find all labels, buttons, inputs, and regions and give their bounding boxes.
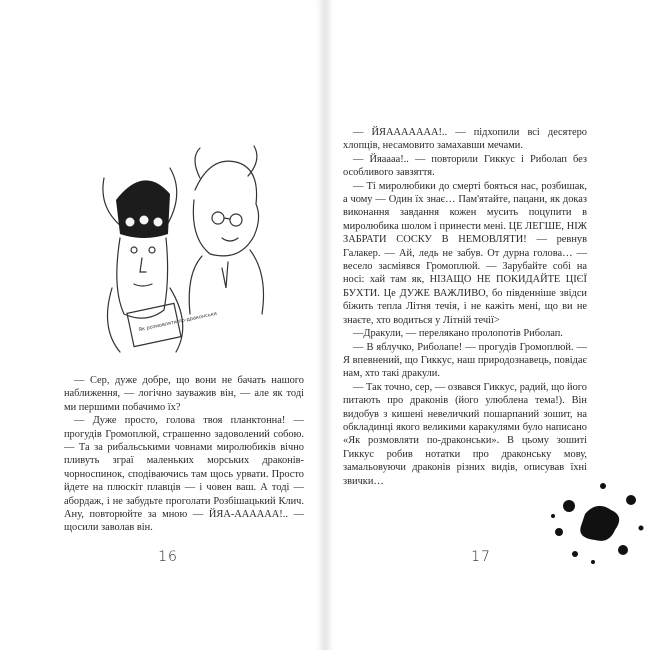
left-page [0,0,323,650]
paragraph: — В яблучко, Риболапе! — прогудів Громоплюй. — Я впевнений, що Гиккус, наш природознавець, повідає нам, хто такі дракули. [343,341,587,380]
paragraph: — Так точно, сер, — озвався Гиккус, радий, що його питають про драконів (його улюблена тема!). Він видобув з кишені невеличкий пошарпаний зошит, на обкладинці якого великими каракулями було написано «Як розмовляти по-драконськи». В цьому зошиті Гиккус робив нотатки про драконську мову, замальовуючи драконів різних видів, описував їхні звички… [343,381,587,487]
paragraph: — Йяаааа!.. — повторили Гиккус і Риболап без особливого завзяття. [343,153,587,179]
left-page-text [64,374,304,535]
paragraph: — ЙЯААААААА!.. — підхопили всі десятеро хлопців, несамовито замахавши мечами. [343,127,587,152]
right-page [327,0,650,650]
page-number: 16 [158,549,178,565]
paragraph: — Дуже просто, голова твоя планктонна! — прогудів Громоплюй, страшенно задоволений собою. — Та за рибальськими човнами миролюбиків вічно пливуть зграї маленьких морських драконів-чорноспинок, сподіваючись там щось урвати. Просто йдете на плюскіт плавців — і човен ваш. А тоді — абордаж, і не забудьте проголати Розбішацький Клич. Ану, повторюйте за мною — ЙЯА-АААААА!.. — щосили заволав він. [64,415,304,534]
paragraph: — Сер, дуже добре, що вони не бачать нашого наближення, — логічно зауважив він, — але як тоді ми першими побачимо їх? [64,375,304,413]
book-cover-text: Як розмовляти по-драконськи [138,310,218,334]
vikings-illustration [90,138,290,358]
right-page-text [343,126,587,488]
ink-splatter [545,470,650,570]
paragraph: —Дракули, — перелякано пролопотів Риболап. [353,328,563,340]
page-number: 17 [471,549,491,565]
paragraph: — Ті миролюбики до смерті бояться нас, розбишак, а чому — Один їх знає… Пам'ятайте, пацани, як доказ виконання завдання кожен мусить поцупити в миролюбика шолом і принести мені. ЦЕ ЛЕГШЕ, НІЖ ЗАБРАТИ СОСКУ В НЕМОВЛЯТИ! — ревнув Галакер. — Ай, ледь не забув. От дурна голова… — весело засміявся Громоплюй. — Зарубайте собі на носі: хай там як, НІЗАЩО НЕ ПОКИДАЙТЕ ЦІЄЇ БУХТИ. Це ДУЖЕ ВАЖЛИВО, бо південніше звідси біжить тепла Літня течія, і не кажіть мені, що ви не знаєте, хто водиться у Літній течії> [343,180,587,326]
